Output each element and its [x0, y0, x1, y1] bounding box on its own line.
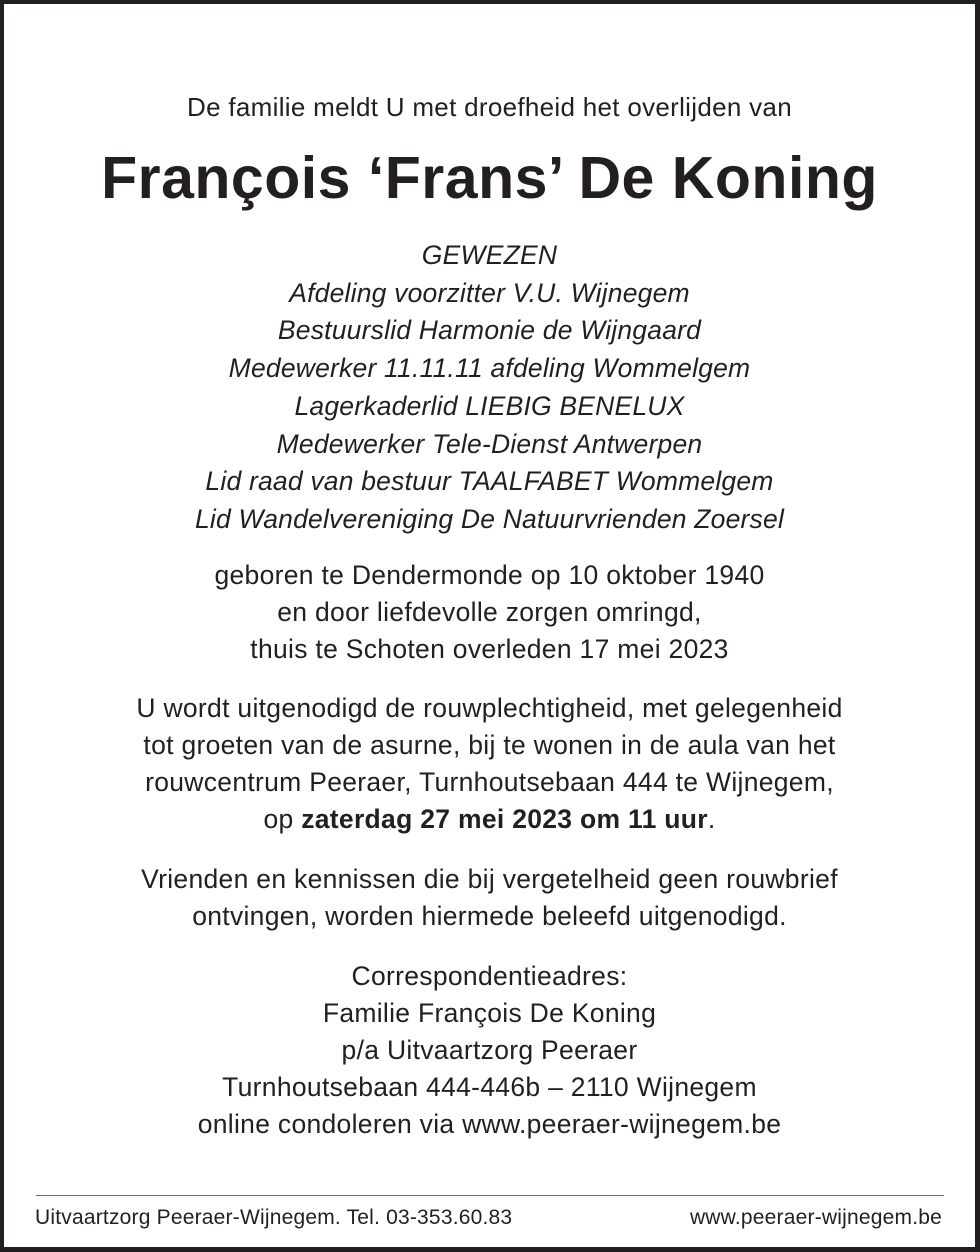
role-item: Afdeling voorzitter V.U. Wijnegem — [289, 277, 690, 308]
friends-line: ontvingen, worden hiermede beleefd uitgenodigd. — [192, 901, 787, 931]
date-suffix: . — [707, 804, 716, 834]
role-item: Lid raad van bestuur TAALFABET Wommelgem — [205, 466, 774, 497]
correspondence-address — [4, 958, 975, 1143]
role-item: Medewerker 11.11.11 afdeling Wommelgem — [228, 353, 751, 384]
role-item: Lagerkaderlid LIEBIG BENELUX — [294, 390, 685, 421]
correspondence-family: Familie François De Koning — [322, 998, 657, 1028]
ceremony-date: zaterdag 27 mei 2023 om 11 uur — [301, 804, 708, 834]
deceased-name: François ‘Frans’ De Koning — [101, 145, 878, 211]
footer-divider — [36, 1195, 944, 1196]
footer-company-phone: Uitvaartzorg Peeraer-Wijnegem. Tel. 03-353.60.83 — [35, 1206, 513, 1229]
birth-line: geboren te Dendermonde op 10 oktober 1940 — [214, 560, 765, 590]
correspondence-care-of: p/a Uitvaartzorg Peeraer — [341, 1035, 638, 1065]
date-prefix: op — [263, 804, 302, 834]
funeral-invitation — [4, 690, 975, 838]
ceremony-date-line — [4, 801, 975, 838]
friends-line: Vrienden en kennissen die bij vergetelheid geen rouwbrief — [141, 864, 838, 894]
role-item: Lid Wandelvereniging De Natuurvrienden Zoersel — [194, 503, 785, 534]
roles-heading: GEWEZEN — [421, 240, 558, 270]
invitation-line: U wordt uitgenodigd de rouwplechtigheid, met gelegenheid — [136, 693, 843, 723]
correspondence-street: Turnhoutsebaan 444-446b – 2110 Wijnegem — [222, 1072, 757, 1102]
role-item: Medewerker Tele-Dienst Antwerpen — [276, 428, 703, 459]
correspondence-heading: Correspondentieadres: — [351, 961, 628, 991]
roles-list — [4, 237, 975, 539]
role-item: Bestuurslid Harmonie de Wijngaard — [277, 315, 702, 346]
invitation-line: rouwcentrum Peeraer, Turnhoutsebaan 444 te Wijnegem, — [145, 767, 834, 797]
death-notice — [4, 4, 975, 1247]
birth-death-info — [4, 557, 975, 668]
death-line: thuis te Schoten overleden 17 mei 2023 — [250, 634, 729, 664]
online-condolence: online condoleren via www.peeraer-wijnegem.be — [197, 1109, 782, 1139]
care-line: en door liefdevolle zorgen omringd, — [277, 597, 702, 627]
intro-text: De familie meldt U met droefheid het overlijden van — [187, 92, 792, 122]
friends-invitation — [4, 861, 975, 935]
footer-website: www.peeraer-wijnegem.be — [689, 1206, 942, 1229]
invitation-line: tot groeten van de asurne, bij te wonen in de aula van het — [143, 730, 836, 760]
